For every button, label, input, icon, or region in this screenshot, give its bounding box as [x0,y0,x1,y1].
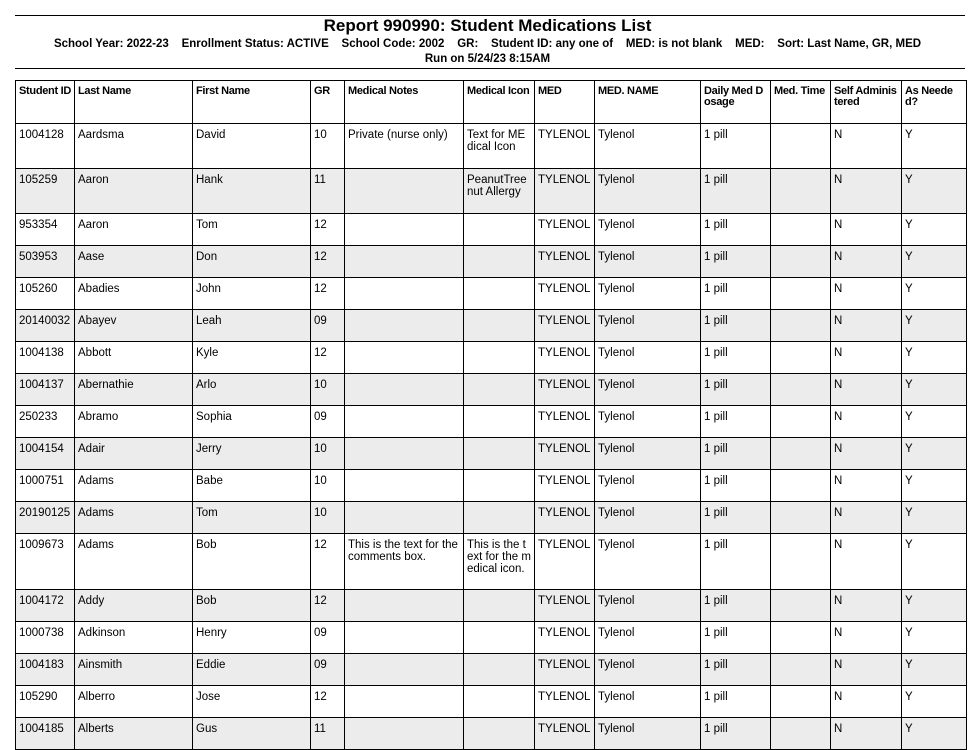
cell-student-id: 105290 [16,686,75,718]
cell-medical-notes: This is the text for the comments box. [345,534,464,590]
cell-grade: 12 [311,686,345,718]
cell-first-name: Jerry [193,438,311,470]
report-criteria: School Year: 2022-23 Enrollment Status: ACTIVE School Code: 2002 GR: Student ID: any one of MED: is not blank MED: Sort: Last Name, GR, MED [53,38,922,50]
cell-med: TYLENOL [535,246,595,278]
table-row [16,310,967,342]
cell-grade: 12 [311,534,345,590]
table-row [16,169,967,214]
cell-as-needed: Y [902,169,967,214]
cell-grade: 09 [311,406,345,438]
cell-medical-icon [464,622,535,654]
cell-student-id: 1000751 [16,470,75,502]
cell-first-name: Sophia [193,406,311,438]
cell-med-time [771,686,831,718]
cell-daily-dosage: 1 pill [701,622,771,654]
cell-as-needed: Y [902,654,967,686]
cell-first-name: Bob [193,534,311,590]
cell-medical-notes [345,310,464,342]
cell-last-name: Adams [75,502,193,534]
col-header-self-administered: Self Administered [831,81,902,124]
cell-as-needed: Y [902,438,967,470]
cell-first-name: Jose [193,686,311,718]
cell-medical-icon [464,654,535,686]
cell-daily-dosage: 1 pill [701,169,771,214]
cell-grade: 09 [311,310,345,342]
cell-student-id: 1004154 [16,438,75,470]
cell-self-administered: N [831,534,902,590]
cell-daily-dosage: 1 pill [701,438,771,470]
cell-daily-dosage: 1 pill [701,406,771,438]
cell-med-name: Tylenol [595,342,701,374]
cell-last-name: Aaron [75,169,193,214]
report-title: Report 990990: Student Medications List [323,16,652,35]
cell-first-name: Kyle [193,342,311,374]
table-row [16,214,967,246]
cell-student-id: 1004128 [16,124,75,169]
cell-last-name: Aardsma [75,124,193,169]
cell-student-id: 1004183 [16,654,75,686]
cell-self-administered: N [831,654,902,686]
cell-medical-icon [464,214,535,246]
cell-grade: 10 [311,374,345,406]
cell-med: TYLENOL [535,438,595,470]
cell-med-name: Tylenol [595,534,701,590]
cell-daily-dosage: 1 pill [701,246,771,278]
cell-as-needed: Y [902,310,967,342]
cell-medical-icon: Text for MEdical Icon [464,124,535,169]
cell-med-name: Tylenol [595,406,701,438]
cell-grade: 11 [311,718,345,750]
cell-med-time [771,342,831,374]
cell-medical-icon [464,470,535,502]
col-header-last-name: Last Name [75,81,193,124]
cell-med: TYLENOL [535,590,595,622]
cell-medical-icon [464,342,535,374]
cell-as-needed: Y [902,246,967,278]
cell-as-needed: Y [902,686,967,718]
cell-medical-icon [464,310,535,342]
cell-med: TYLENOL [535,686,595,718]
cell-med-name: Tylenol [595,278,701,310]
table-row [16,406,967,438]
cell-first-name: Gus [193,718,311,750]
cell-med-time [771,534,831,590]
cell-med-time [771,246,831,278]
cell-med-time [771,406,831,438]
cell-student-id: 503953 [16,246,75,278]
cell-med-time [771,169,831,214]
col-header-grade: GR [311,81,345,124]
cell-last-name: Abayev [75,310,193,342]
cell-med: TYLENOL [535,310,595,342]
cell-self-administered: N [831,124,902,169]
cell-daily-dosage: 1 pill [701,278,771,310]
col-header-med-time: Med. Time [771,81,831,124]
cell-self-administered: N [831,590,902,622]
cell-last-name: Aaron [75,214,193,246]
cell-student-id: 20190125 [16,502,75,534]
cell-daily-dosage: 1 pill [701,534,771,590]
cell-as-needed: Y [902,502,967,534]
cell-student-id: 953354 [16,214,75,246]
col-header-as-needed: As Needed? [902,81,967,124]
cell-first-name: Tom [193,214,311,246]
table-row [16,278,967,310]
cell-first-name: Tom [193,502,311,534]
cell-as-needed: Y [902,124,967,169]
cell-student-id: 20140032 [16,310,75,342]
cell-student-id: 1004185 [16,718,75,750]
table-row [16,374,967,406]
col-header-med-name: MED. NAME [595,81,701,124]
cell-medical-notes [345,470,464,502]
cell-self-administered: N [831,406,902,438]
table-row [16,590,967,622]
cell-med-name: Tylenol [595,438,701,470]
cell-as-needed: Y [902,718,967,750]
cell-med: TYLENOL [535,654,595,686]
cell-as-needed: Y [902,590,967,622]
cell-grade: 10 [311,438,345,470]
cell-student-id: 105260 [16,278,75,310]
cell-med-time [771,590,831,622]
cell-medical-icon [464,438,535,470]
cell-grade: 12 [311,214,345,246]
cell-daily-dosage: 1 pill [701,502,771,534]
cell-medical-notes [345,246,464,278]
cell-medical-icon [464,278,535,310]
cell-med-name: Tylenol [595,214,701,246]
cell-med: TYLENOL [535,470,595,502]
cell-med: TYLENOL [535,374,595,406]
cell-as-needed: Y [902,406,967,438]
cell-med-name: Tylenol [595,310,701,342]
cell-student-id: 1004137 [16,374,75,406]
cell-as-needed: Y [902,374,967,406]
table-row [16,246,967,278]
cell-med: TYLENOL [535,124,595,169]
cell-med-time [771,214,831,246]
cell-med-time [771,374,831,406]
cell-student-id: 1000738 [16,622,75,654]
cell-self-administered: N [831,502,902,534]
medications-table [15,80,967,750]
cell-med-name: Tylenol [595,374,701,406]
col-header-med: MED [535,81,595,124]
cell-med-name: Tylenol [595,718,701,750]
cell-med-time [771,502,831,534]
cell-last-name: Alberts [75,718,193,750]
cell-as-needed: Y [902,278,967,310]
cell-daily-dosage: 1 pill [701,470,771,502]
cell-med: TYLENOL [535,534,595,590]
table-row [16,124,967,169]
cell-med-time [771,438,831,470]
cell-medical-notes [345,342,464,374]
cell-daily-dosage: 1 pill [701,654,771,686]
cell-student-id: 1009673 [16,534,75,590]
cell-self-administered: N [831,342,902,374]
cell-first-name: Henry [193,622,311,654]
cell-medical-icon [464,718,535,750]
table-row [16,438,967,470]
cell-student-id: 105259 [16,169,75,214]
cell-daily-dosage: 1 pill [701,590,771,622]
cell-medical-notes [345,622,464,654]
cell-last-name: Adams [75,470,193,502]
cell-med-time [771,654,831,686]
table-row [16,342,967,374]
cell-med-time [771,278,831,310]
cell-first-name: Babe [193,470,311,502]
table-row [16,686,967,718]
col-header-medical-icon: Medical Icon [464,81,535,124]
cell-medical-notes [345,169,464,214]
table-row [16,534,967,590]
cell-self-administered: N [831,278,902,310]
cell-grade: 09 [311,622,345,654]
cell-medical-icon: This is the text for the medical icon. [464,534,535,590]
cell-as-needed: Y [902,622,967,654]
cell-med: TYLENOL [535,278,595,310]
cell-daily-dosage: 1 pill [701,686,771,718]
cell-grade: 11 [311,169,345,214]
col-header-student-id: Student ID [16,81,75,124]
cell-daily-dosage: 1 pill [701,718,771,750]
cell-medical-icon [464,590,535,622]
cell-medical-icon [464,246,535,278]
cell-medical-icon [464,686,535,718]
cell-last-name: Abernathie [75,374,193,406]
cell-as-needed: Y [902,342,967,374]
cell-self-administered: N [831,169,902,214]
cell-medical-notes [345,502,464,534]
cell-medical-notes [345,590,464,622]
cell-self-administered: N [831,374,902,406]
cell-med: TYLENOL [535,169,595,214]
cell-self-administered: N [831,470,902,502]
cell-self-administered: N [831,246,902,278]
cell-med-name: Tylenol [595,169,701,214]
cell-medical-notes [345,718,464,750]
cell-as-needed: Y [902,470,967,502]
cell-medical-notes [345,278,464,310]
cell-grade: 10 [311,470,345,502]
cell-med-name: Tylenol [595,502,701,534]
cell-medical-notes [345,654,464,686]
cell-self-administered: N [831,686,902,718]
cell-self-administered: N [831,214,902,246]
cell-medical-notes [345,686,464,718]
cell-last-name: Abramo [75,406,193,438]
cell-grade: 12 [311,246,345,278]
table-header-row [16,81,967,124]
cell-medical-notes [345,214,464,246]
cell-grade: 10 [311,502,345,534]
cell-daily-dosage: 1 pill [701,214,771,246]
cell-last-name: Alberro [75,686,193,718]
cell-as-needed: Y [902,534,967,590]
cell-last-name: Abadies [75,278,193,310]
cell-medical-notes: Private (nurse only) [345,124,464,169]
cell-med: TYLENOL [535,406,595,438]
cell-med-time [771,124,831,169]
cell-medical-icon [464,406,535,438]
cell-student-id: 250233 [16,406,75,438]
cell-med: TYLENOL [535,502,595,534]
table-row [16,622,967,654]
cell-self-administered: N [831,622,902,654]
cell-med-name: Tylenol [595,654,701,686]
cell-grade: 10 [311,124,345,169]
cell-med-time [771,622,831,654]
cell-med-name: Tylenol [595,124,701,169]
cell-medical-notes [345,406,464,438]
cell-daily-dosage: 1 pill [701,374,771,406]
cell-daily-dosage: 1 pill [701,124,771,169]
cell-last-name: Abbott [75,342,193,374]
cell-last-name: Adkinson [75,622,193,654]
cell-self-administered: N [831,310,902,342]
cell-as-needed: Y [902,214,967,246]
cell-med-name: Tylenol [595,246,701,278]
cell-med: TYLENOL [535,342,595,374]
cell-medical-icon: PeanutTreenut Allergy [464,169,535,214]
table-row [16,502,967,534]
cell-first-name: Hank [193,169,311,214]
cell-med: TYLENOL [535,718,595,750]
cell-daily-dosage: 1 pill [701,310,771,342]
cell-first-name: Don [193,246,311,278]
cell-med-name: Tylenol [595,686,701,718]
cell-last-name: Adair [75,438,193,470]
table-row [16,654,967,686]
header-divider [15,68,965,69]
col-header-daily-dosage: Daily Med Dosage [701,81,771,124]
cell-self-administered: N [831,718,902,750]
table-body [16,124,967,750]
cell-first-name: Leah [193,310,311,342]
cell-daily-dosage: 1 pill [701,342,771,374]
table-row [16,470,967,502]
cell-medical-notes [345,438,464,470]
cell-grade: 12 [311,278,345,310]
cell-first-name: Bob [193,590,311,622]
cell-med-time [771,470,831,502]
cell-first-name: John [193,278,311,310]
cell-grade: 12 [311,590,345,622]
cell-medical-icon [464,374,535,406]
cell-grade: 12 [311,342,345,374]
cell-med: TYLENOL [535,214,595,246]
table-row [16,718,967,750]
cell-grade: 09 [311,654,345,686]
cell-med-name: Tylenol [595,590,701,622]
cell-med-name: Tylenol [595,622,701,654]
cell-medical-icon [464,502,535,534]
cell-first-name: Eddie [193,654,311,686]
cell-self-administered: N [831,438,902,470]
cell-med-time [771,310,831,342]
cell-med-name: Tylenol [595,470,701,502]
cell-last-name: Addy [75,590,193,622]
cell-first-name: David [193,124,311,169]
cell-last-name: Adams [75,534,193,590]
cell-first-name: Arlo [193,374,311,406]
cell-med-time [771,718,831,750]
cell-medical-notes [345,374,464,406]
cell-student-id: 1004138 [16,342,75,374]
cell-med: TYLENOL [535,622,595,654]
cell-student-id: 1004172 [16,590,75,622]
cell-last-name: Ainsmith [75,654,193,686]
col-header-first-name: First Name [193,81,311,124]
col-header-medical-notes: Medical Notes [345,81,464,124]
cell-last-name: Aase [75,246,193,278]
report-run-date: Run on 5/24/23 8:15AM [424,53,551,65]
